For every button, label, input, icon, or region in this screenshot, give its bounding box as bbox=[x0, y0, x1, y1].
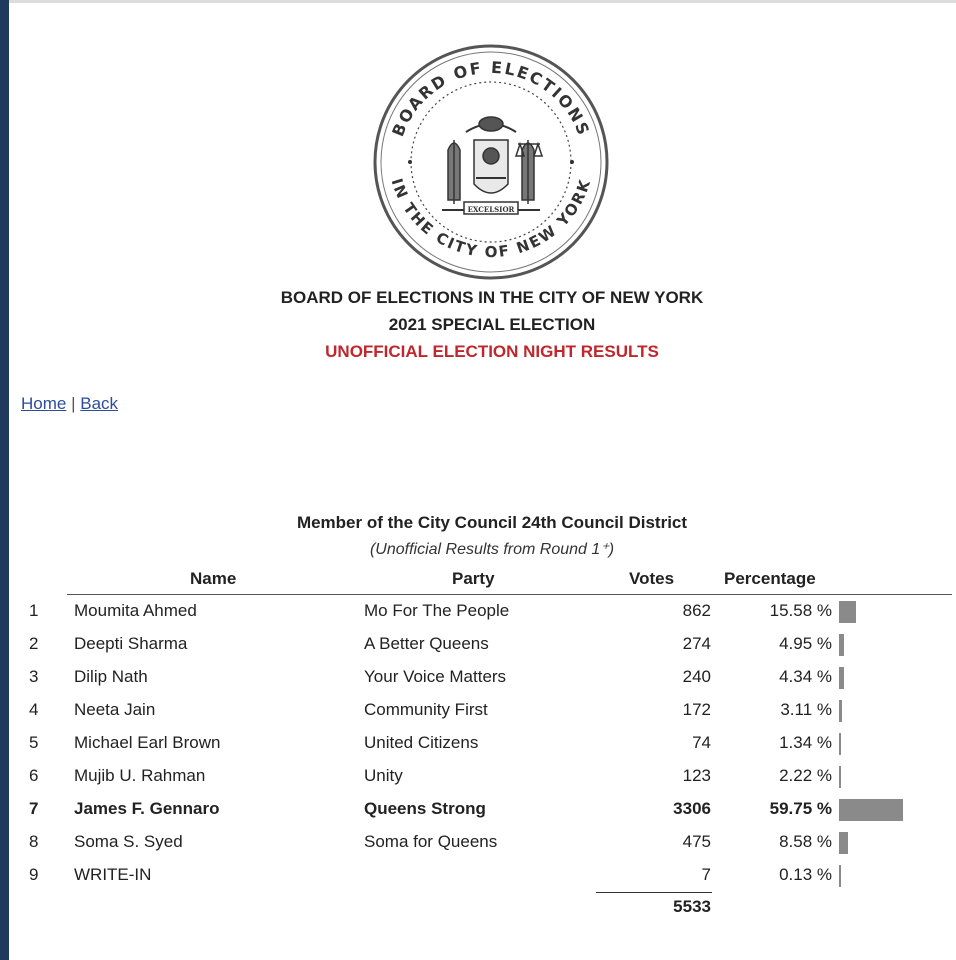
candidate-votes: 172 bbox=[682, 700, 711, 719]
board-of-elections-seal bbox=[368, 44, 614, 280]
candidate-percentage: 2.22 % bbox=[779, 766, 832, 785]
candidate-votes: 3306 bbox=[673, 799, 711, 818]
nav-separator: | bbox=[71, 394, 76, 413]
candidate-name: James F. Gennaro bbox=[74, 799, 220, 818]
candidate-party: United Citizens bbox=[364, 733, 479, 752]
table-row bbox=[0, 727, 956, 760]
total-votes: 5533 bbox=[673, 897, 711, 916]
row-number: 1 bbox=[29, 601, 39, 620]
candidate-votes: 274 bbox=[682, 634, 711, 653]
candidate-percentage: 3.11 % bbox=[780, 700, 832, 719]
row-number: 7 bbox=[29, 799, 39, 818]
row-number: 3 bbox=[29, 667, 39, 686]
table-row bbox=[0, 628, 956, 661]
candidate-votes: 7 bbox=[701, 865, 711, 884]
candidate-votes: 862 bbox=[682, 601, 711, 620]
row-number: 6 bbox=[29, 766, 39, 785]
page-header bbox=[0, 284, 956, 365]
candidate-party: Unity bbox=[364, 766, 403, 785]
percentage-bar bbox=[839, 667, 844, 689]
candidate-party: Your Voice Matters bbox=[364, 667, 507, 686]
svg-text:EXCELSIOR: EXCELSIOR bbox=[467, 205, 515, 214]
row-number: 4 bbox=[29, 700, 39, 719]
candidate-party: Community First bbox=[364, 700, 488, 719]
row-number: 9 bbox=[29, 865, 39, 884]
org-title: BOARD OF ELECTIONS IN THE CITY OF NEW YORK bbox=[280, 288, 704, 307]
header-percentage: Percentage bbox=[724, 569, 816, 588]
header-votes: Votes bbox=[629, 569, 675, 588]
home-link[interactable]: Home bbox=[21, 394, 67, 413]
election-title: 2021 SPECIAL ELECTION bbox=[388, 315, 596, 334]
candidate-party: Mo For The People bbox=[364, 601, 510, 620]
candidate-name: Neeta Jain bbox=[74, 700, 156, 719]
svg-text:BOARD OF ELECTIONS: BOARD OF ELECTIONS bbox=[388, 57, 594, 140]
table-row bbox=[0, 826, 956, 859]
header-name: Name bbox=[190, 569, 237, 588]
results-status: UNOFFICIAL ELECTION NIGHT RESULTS bbox=[325, 342, 659, 361]
candidate-percentage: 59.75 % bbox=[769, 799, 832, 818]
candidate-percentage: 1.34 % bbox=[779, 733, 832, 752]
candidate-name: WRITE-IN bbox=[74, 865, 152, 884]
table-row bbox=[0, 595, 956, 628]
candidate-percentage: 4.34 % bbox=[779, 667, 832, 686]
row-number: 5 bbox=[29, 733, 39, 752]
candidate-votes: 240 bbox=[682, 667, 711, 686]
table-row bbox=[0, 694, 956, 727]
table-row bbox=[0, 760, 956, 793]
percentage-bar bbox=[839, 634, 844, 656]
back-link[interactable]: Back bbox=[80, 394, 119, 413]
race-subtitle: (Unofficial Results from Round 1⁺) bbox=[369, 541, 615, 558]
table-row-winner bbox=[0, 793, 956, 826]
candidate-name: Michael Earl Brown bbox=[74, 733, 221, 752]
candidate-party: Queens Strong bbox=[364, 799, 486, 818]
candidate-name: Moumita Ahmed bbox=[74, 601, 197, 620]
candidate-name: Mujib U. Rahman bbox=[74, 766, 206, 785]
percentage-bar bbox=[839, 700, 842, 722]
candidate-votes: 123 bbox=[682, 766, 711, 785]
candidate-name: Soma S. Syed bbox=[74, 832, 183, 851]
candidate-votes: 74 bbox=[692, 733, 711, 752]
candidate-name: Deepti Sharma bbox=[74, 634, 188, 653]
candidate-percentage: 0.13 % bbox=[779, 865, 832, 884]
table-row bbox=[0, 859, 956, 892]
candidate-percentage: 15.58 % bbox=[769, 601, 832, 620]
candidate-name: Dilip Nath bbox=[74, 667, 148, 686]
total-divider bbox=[596, 892, 712, 893]
percentage-bar bbox=[839, 733, 841, 755]
candidate-votes: 475 bbox=[682, 832, 711, 851]
candidate-party: Soma for Queens bbox=[364, 832, 498, 851]
svg-text:IN THE CITY OF NEW YORK: IN THE CITY OF NEW YORK bbox=[387, 175, 595, 262]
candidate-percentage: 4.95 % bbox=[779, 634, 832, 653]
row-number: 8 bbox=[29, 832, 39, 851]
percentage-bar bbox=[839, 601, 856, 623]
percentage-bar bbox=[839, 832, 848, 854]
header-party: Party bbox=[452, 569, 495, 588]
top-border bbox=[9, 0, 956, 3]
candidate-percentage: 8.58 % bbox=[779, 832, 832, 851]
percentage-bar bbox=[839, 799, 903, 821]
row-number: 2 bbox=[29, 634, 39, 653]
candidate-party: A Better Queens bbox=[364, 634, 489, 653]
table-row bbox=[0, 661, 956, 694]
seal-icon bbox=[368, 44, 614, 280]
percentage-bar bbox=[839, 865, 841, 887]
percentage-bar bbox=[839, 766, 841, 788]
nav-links bbox=[21, 394, 118, 414]
race-title: Member of the City Council 24th Council District bbox=[296, 513, 688, 532]
